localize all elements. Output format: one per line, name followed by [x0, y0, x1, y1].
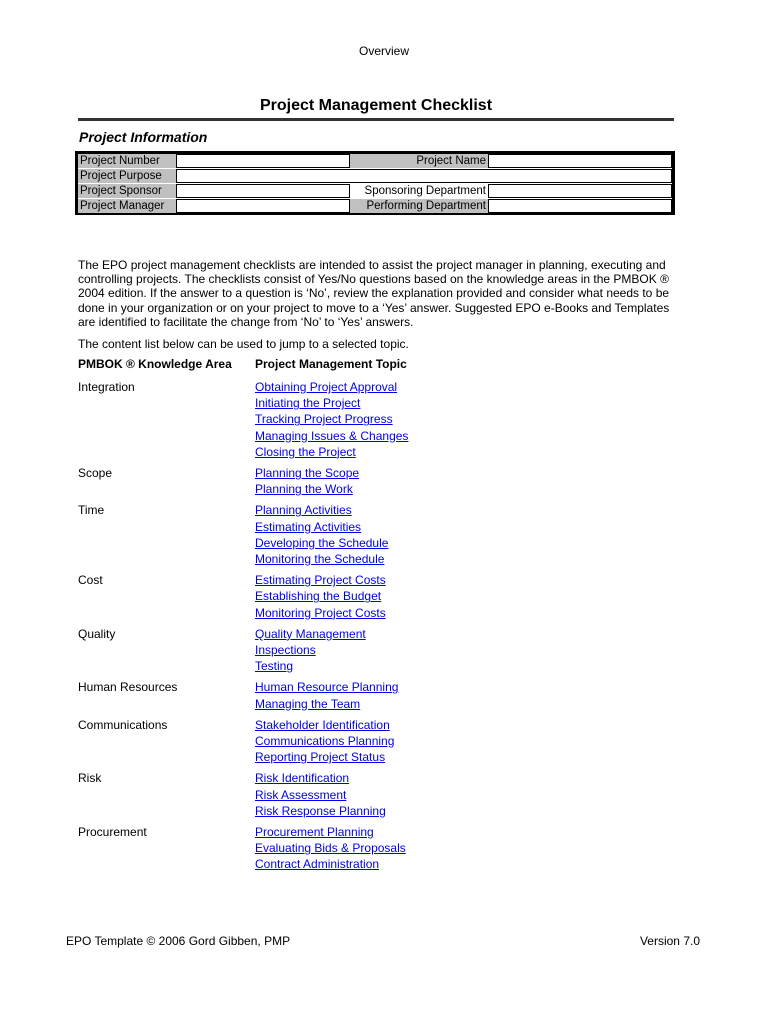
knowledge-area-group — [78, 770, 678, 819]
knowledge-area-group — [78, 717, 678, 766]
topic-link[interactable]: Contract Administration — [255, 857, 380, 872]
knowledge-area-group — [78, 379, 678, 460]
topic-link[interactable]: Tracking Project Progress — [255, 412, 393, 427]
knowledge-area-label: Procurement — [78, 825, 147, 840]
project-name-field[interactable] — [488, 154, 672, 168]
page-header: Overview — [358, 44, 409, 58]
topic-links — [255, 572, 386, 621]
topic-link[interactable]: Managing the Team — [255, 696, 361, 711]
topic-link[interactable]: Evaluating Bids & Proposals — [255, 841, 406, 856]
topic-link[interactable]: Planning the Work — [255, 482, 353, 497]
performing-department-label: Performing Department — [350, 199, 488, 213]
topic-links — [255, 626, 366, 675]
project-purpose-field[interactable] — [176, 169, 672, 183]
title-divider — [78, 118, 674, 121]
topic-link[interactable]: Estimating Activities — [255, 519, 362, 534]
info-row-project-purpose — [78, 169, 672, 184]
topic-links — [255, 679, 398, 711]
topic-links — [255, 717, 394, 766]
topic-link[interactable]: Risk Assessment — [255, 787, 347, 802]
knowledge-area-group — [78, 502, 678, 567]
topic-link[interactable]: Communications Planning — [255, 734, 395, 749]
knowledge-area-label: Integration — [78, 380, 135, 394]
topic-link[interactable]: Planning Activities — [255, 503, 352, 518]
knowledge-area-group — [78, 679, 678, 711]
topic-link[interactable]: Inspections — [255, 643, 316, 658]
project-number-field[interactable] — [176, 154, 350, 168]
project-sponsor-field[interactable] — [176, 184, 350, 198]
sponsoring-department-label: Sponsoring Department — [350, 184, 488, 198]
topic-link[interactable]: Testing — [255, 659, 294, 674]
project-information-table — [75, 151, 675, 215]
topic-link[interactable]: Human Resource Planning — [255, 680, 399, 695]
topic-link[interactable]: Developing the Schedule — [255, 535, 389, 550]
info-row-project-sponsor — [78, 184, 672, 199]
topic-list — [78, 379, 678, 873]
project-number-label: Project Number — [78, 154, 176, 168]
jump-note: The content list below can be used to jump to a selected topic. — [78, 337, 409, 351]
footer-copyright: EPO Template © 2006 Gord Gibben, PMP — [66, 934, 291, 948]
performing-department-field[interactable] — [488, 199, 672, 213]
sponsoring-department-field[interactable] — [488, 184, 672, 198]
topic-link[interactable]: Managing Issues & Changes — [255, 428, 409, 443]
project-name-label: Project Name — [350, 154, 488, 168]
project-manager-label: Project Manager — [78, 199, 176, 213]
topic-links — [255, 379, 408, 460]
topic-link[interactable]: Risk Identification — [255, 771, 350, 786]
topic-link[interactable]: Estimating Project Costs — [255, 573, 386, 588]
topic-links — [255, 770, 386, 819]
topic-link[interactable]: Procurement Planning — [255, 825, 374, 840]
knowledge-area-label: Human Resources — [78, 680, 178, 695]
topic-header: Project Management Topic — [255, 357, 407, 371]
topic-link[interactable]: Obtaining Project Approval — [255, 380, 398, 394]
knowledge-area-group — [78, 465, 678, 497]
intro-paragraph: The EPO project management checklists are intended to assist the project manager in planning, executing and controlling projects. The checklists consist of Yes/No questions based on the knowledge areas in the PMBOK ® 2004 edition. If the answer to a question is ‘No’, review the explanation provided and consider what needs to be done in your organization or on your project to move to a ‘Yes’ answer. Suggested EPO e-Books and Templates are identified to facilitate the change from ‘No’ to ‘Yes’ answers. — [78, 258, 670, 329]
project-sponsor-label: Project Sponsor — [78, 184, 176, 198]
topic-links — [255, 465, 359, 497]
topic-link[interactable]: Quality Management — [255, 626, 366, 641]
topic-link[interactable]: Closing the Project — [255, 444, 356, 459]
knowledge-area-label: Cost — [78, 573, 103, 588]
knowledge-area-label: Time — [78, 503, 105, 518]
knowledge-area-label: Scope — [78, 466, 113, 481]
intro-text — [78, 258, 678, 329]
knowledge-area-group — [78, 572, 678, 621]
section-title-project-information: Project Information — [79, 129, 208, 145]
topic-link[interactable]: Monitoring the Schedule — [255, 552, 385, 567]
topic-link[interactable]: Risk Response Planning — [255, 803, 386, 818]
footer-version: Version 7.0 — [639, 934, 700, 948]
topic-link[interactable]: Reporting Project Status — [255, 750, 386, 765]
topic-link[interactable]: Monitoring Project Costs — [255, 605, 386, 620]
topic-link[interactable]: Planning the Scope — [255, 466, 360, 481]
project-purpose-label: Project Purpose — [78, 169, 176, 183]
info-row-project-manager — [78, 199, 672, 214]
knowledge-area-header: PMBOK ® Knowledge Area — [78, 357, 232, 371]
knowledge-area-label: Risk — [78, 771, 102, 786]
project-manager-field[interactable] — [176, 199, 350, 213]
knowledge-area-label: Quality — [78, 626, 116, 641]
knowledge-area-group — [78, 824, 678, 873]
topic-link[interactable]: Stakeholder Identification — [255, 717, 390, 732]
info-row-project-number — [78, 154, 672, 169]
topic-links — [255, 502, 388, 567]
knowledge-area-label: Communications — [78, 717, 168, 732]
knowledge-area-group — [78, 626, 678, 675]
topic-links — [255, 824, 406, 873]
topic-link[interactable]: Initiating the Project — [255, 396, 361, 411]
page-title: Project Management Checklist — [259, 97, 493, 114]
topic-link[interactable]: Establishing the Budget — [255, 589, 382, 604]
